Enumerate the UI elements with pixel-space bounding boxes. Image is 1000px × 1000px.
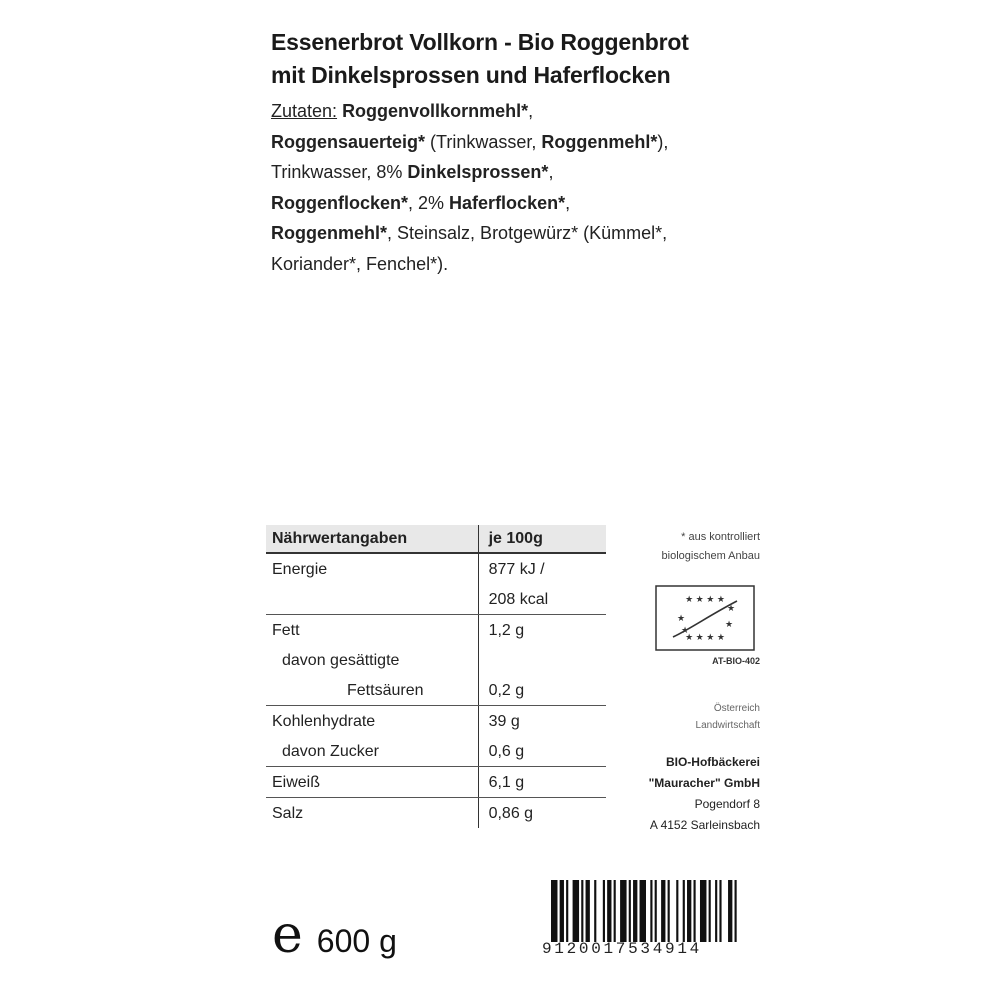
barcode-bar <box>614 880 616 942</box>
salz-value: 0,86 g <box>488 805 534 822</box>
ingredient-rye-wholemeal: Roggenvollkornmehl* <box>342 101 529 121</box>
ingredients-label: Zutaten: <box>271 101 338 121</box>
gesaettigte-label: davon gesättigte <box>282 652 400 669</box>
barcode-bar <box>700 880 706 942</box>
svg-text:★: ★ <box>724 619 734 629</box>
ingredient-sep: , <box>565 192 571 213</box>
barcode-bar <box>581 880 583 942</box>
origin-label <box>618 700 760 734</box>
product-title-line1: Essenerbrot Vollkorn - Bio Roggenbrot <box>271 29 689 55</box>
barcode-bar <box>629 880 631 942</box>
fett-value: 1,2 g <box>488 622 525 639</box>
table-row <box>266 553 606 615</box>
barcode-bar <box>607 880 611 942</box>
barcode-bar <box>586 880 590 942</box>
company-name: BIO-Hofbäckerei <box>665 755 760 769</box>
table-row <box>266 798 606 829</box>
ingredient-oat-flakes: Haferflocken* <box>449 192 566 213</box>
fett-label: Fett <box>272 622 300 639</box>
barcode-bar <box>573 880 579 942</box>
footnote-line2: biologischem Anbau <box>661 550 760 562</box>
ingredient-text: Trinkwasser, 8% <box>271 162 408 182</box>
product-title <box>271 26 791 92</box>
barcode-bar <box>668 880 670 942</box>
barcode-number: 9120017534914 <box>542 940 702 958</box>
ingredient-rye-flour-2: Roggenmehl* <box>271 223 388 243</box>
company-address <box>600 752 760 836</box>
zucker-value: 0,6 g <box>488 743 525 760</box>
barcode-bar <box>709 880 711 942</box>
ingredient-text: , Steinsalz, Brotgewürz* (Kümmel*, <box>387 223 668 243</box>
barcode-bar <box>655 880 657 942</box>
eiweiss-value: 6,1 g <box>488 774 525 791</box>
nutrition-header-label: Nährwertangaben <box>266 525 478 553</box>
eu-organic-leaf-icon <box>655 585 755 651</box>
barcode-bar <box>603 880 605 942</box>
barcode-bar <box>694 880 696 942</box>
barcode-bar <box>640 880 646 942</box>
kh-label: Kohlenhydrate <box>272 713 376 730</box>
nutrition-table <box>266 525 606 828</box>
barcode-bar <box>676 880 678 942</box>
estimated-e-icon: e <box>272 905 303 965</box>
table-row <box>266 615 606 706</box>
company-city: A 4152 Sarleinsbach <box>649 818 760 832</box>
ingredient-sep: , <box>528 101 534 121</box>
company-legal: "Mauracher" GmbH <box>648 776 760 790</box>
ingredient-text: , 2% <box>408 192 450 213</box>
origin-line2: Landwirtschaft <box>695 720 760 731</box>
barcode-icon <box>551 880 741 942</box>
ingredient-rye-flakes: Roggenflocken* <box>271 192 409 213</box>
ingredient-sep: , <box>548 162 554 182</box>
barcode-bar <box>661 880 665 942</box>
eu-bio-code: AT-BIO-402 <box>712 656 760 666</box>
energie-label: Energie <box>272 561 328 578</box>
weight-value: 600 g <box>316 923 397 959</box>
barcode-bar <box>560 880 564 942</box>
spacer <box>272 584 478 614</box>
ingredients-list <box>271 96 791 279</box>
table-row <box>266 706 606 767</box>
svg-text:★: ★ <box>680 625 690 635</box>
ingredient-text: Koriander*, Fenchel*). <box>271 253 449 274</box>
nutrition-header-value: je 100g <box>478 525 606 553</box>
salz-label: Salz <box>272 805 304 822</box>
organic-footnote <box>618 528 760 566</box>
company-street: Pogendorf 8 <box>694 797 760 811</box>
ingredient-spelt-sprouts: Dinkelsprossen* <box>407 162 549 182</box>
table-row <box>266 767 606 798</box>
ingredient-text: (Trinkwasser, <box>425 131 542 152</box>
origin-line1: Österreich <box>713 703 760 714</box>
energie-kj: 877 kJ / <box>488 561 545 578</box>
barcode-bar <box>735 880 737 942</box>
footnote-line1: * aus kontrolliert <box>681 531 760 543</box>
barcode-bar <box>687 880 691 942</box>
fettsaeuren-label: Fettsäuren <box>347 682 424 699</box>
svg-text:★: ★ <box>726 603 736 613</box>
barcode-bar <box>715 880 717 942</box>
energie-kcal: 208 kcal <box>488 591 549 608</box>
nutrition-header-row <box>266 525 606 553</box>
barcode-bar <box>650 880 652 942</box>
barcode-bar <box>719 880 721 942</box>
gesaettigte-value: 0,2 g <box>488 682 525 699</box>
barcode-bar <box>620 880 626 942</box>
kh-value: 39 g <box>488 713 520 730</box>
spacer <box>489 645 606 675</box>
zucker-label: davon Zucker <box>282 743 379 760</box>
net-weight <box>272 905 397 965</box>
svg-text:★ ★ ★ ★: ★ ★ ★ ★ <box>685 632 725 642</box>
barcode-bar <box>633 880 637 942</box>
eiweiss-label: Eiweiß <box>272 774 321 791</box>
barcode-bar <box>566 880 568 942</box>
barcode-bar <box>683 880 685 942</box>
ingredient-rye-sourdough: Roggensauerteig* <box>271 131 426 152</box>
product-title-line2: mit Dinkelsprossen und Haferflocken <box>271 62 671 88</box>
svg-text:★ ★ ★ ★: ★ ★ ★ ★ <box>685 594 725 604</box>
barcode-bar <box>551 880 557 942</box>
ingredient-rye-flour: Roggenmehl* <box>541 131 658 152</box>
ingredient-sep: ), <box>657 131 669 152</box>
barcode-bar <box>728 880 732 942</box>
barcode-bar <box>594 880 596 942</box>
svg-text:★: ★ <box>676 613 686 623</box>
